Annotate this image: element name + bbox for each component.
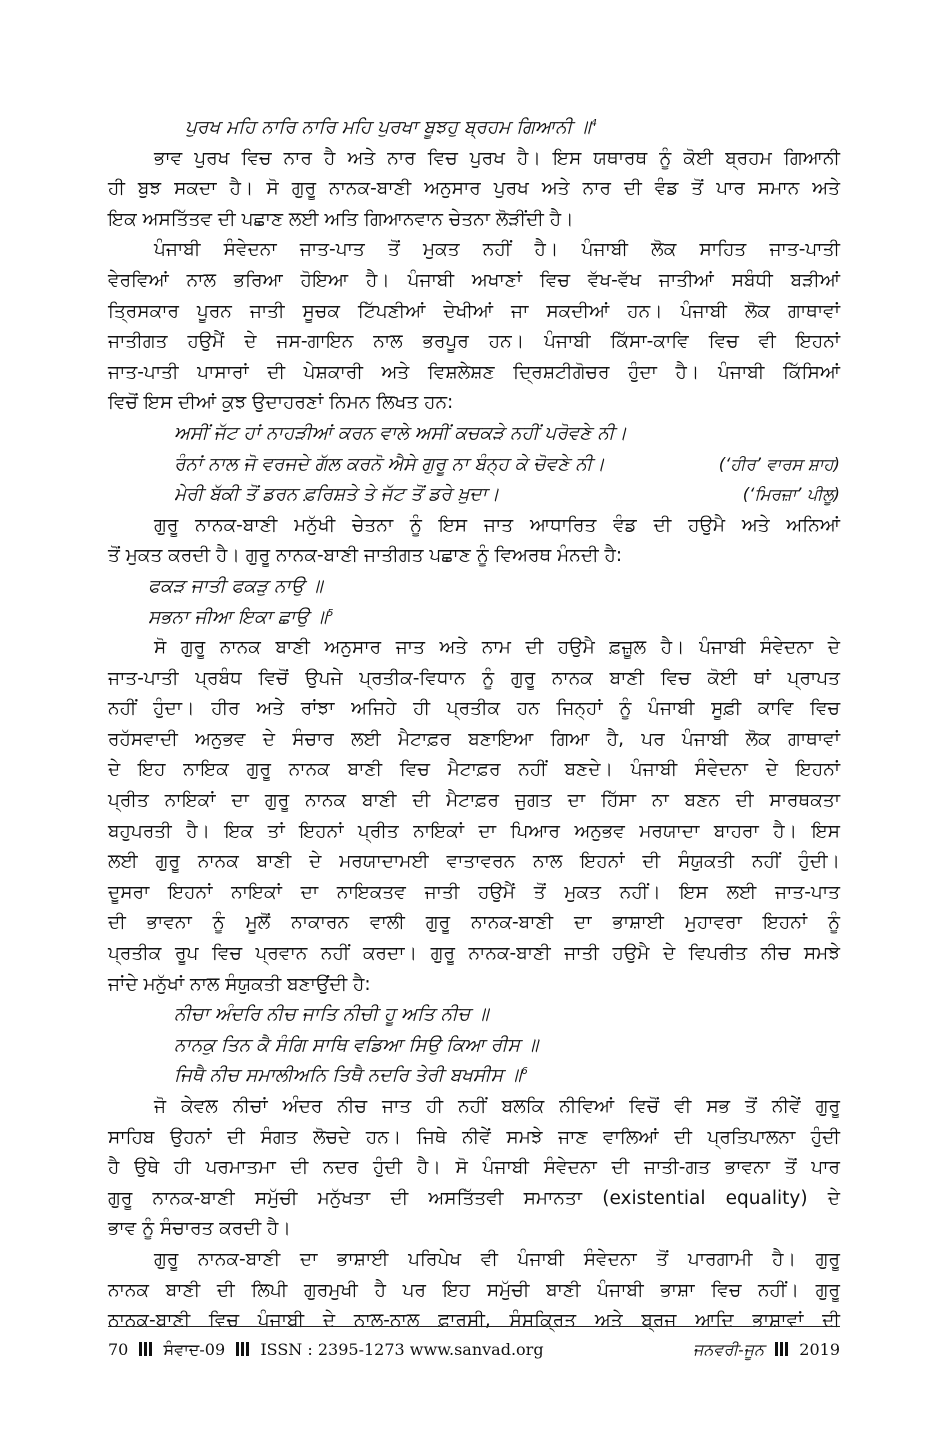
verse-citation: (‘ਮਿਰਜ਼ਾ’ ਪੀਲੂ) xyxy=(742,485,840,505)
paragraph-line: ਤੋਂ ਮੁਕਤ ਕਰਦੀ ਹੈ। ਗੁਰੂ ਨਾਨਕ-ਬਾਣੀ ਜਾਤੀਗਤ ਪਛਾਣ ਨੂੰ ਵਿਅਰਥ ਮੰਨਦੀ ਹੈ: xyxy=(108,545,623,567)
separator-bars-icon xyxy=(236,1342,249,1356)
paragraph-line: ਨਾਨਕ ਬਾਣੀ ਦੀ ਲਿਪੀ ਗੁਰਮੁਖੀ ਹੈ ਪਰ ਇਹ ਸਮੁੱਚੀ ਬਾਣੀ ਪੰਜਾਬੀ ਭਾਸ਼ਾ ਵਿਚ ਨਹੀਂ। ਗੁਰੂ xyxy=(108,1279,840,1301)
paragraph-line: ਸੋ ਗੁਰੂ ਨਾਨਕ ਬਾਣੀ ਅਨੁਸਾਰ ਜਾਤ ਅਤੇ ਨਾਮ ਦੀ ਹਉਮੈ ਫ਼ਜ਼ੂਲ ਹੈ। ਪੰਜਾਬੀ ਸੰਵੇਦਨਾ ਦੇ xyxy=(154,637,840,659)
paragraph-line: ਗੁਰੂ ਨਾਨਕ-ਬਾਣੀ ਦਾ ਭਾਸ਼ਾਈ ਪਰਿਪੇਖ ਵੀ ਪੰਜਾਬੀ ਸੰਵੇਦਨਾ ਤੋਂ ਪਾਰਗਾਮੀ ਹੈ। ਗੁਰੂ xyxy=(154,1248,840,1270)
paragraph-line: ਜਾਤ-ਪਾਤੀ ਪ੍ਰਬੰਧ ਵਿਚੋਂ ਉਪਜੇ ਪ੍ਰਤੀਕ-ਵਿਧਾਨ ਨੂੰ ਗੁਰੂ ਨਾਨਕ ਬਾਣੀ ਵਿਚ ਕੋਈ ਥਾਂ ਪ੍ਰਾਪਤ xyxy=(108,667,840,689)
paragraph-line: ਜਾਤੀਗਤ ਹਉਮੈਂ ਦੇ ਜਸ-ਗਾਇਨ ਨਾਲ ਭਰਪੂਰ ਹਨ। ਪੰਜਾਬੀ ਕਿੱਸਾ-ਕਾਵਿ ਵਿਚ ਵੀ ਇਹਨਾਂ xyxy=(108,331,840,353)
paragraph-line: ਪ੍ਰੀਤ ਨਾਇਕਾਂ ਦਾ ਗੁਰੂ ਨਾਨਕ ਬਾਣੀ ਦੀ ਮੈਟਾਫ਼ਰ ਜੁਗਤ ਦਾ ਹਿੱਸਾ ਨਾ ਬਣਨ ਦੀ ਸਾਰਥਕਤਾ xyxy=(108,790,840,812)
scripture-quote: ਸਭਨਾ ਜੀਆ ਇਕਾ ਛਾਉ ॥$^5$ xyxy=(148,606,334,628)
scripture-quote: ਫਕੜ ਜਾਤੀ ਫਕੜੁ ਨਾਉ ॥ xyxy=(148,575,323,597)
paragraph-line: ਗੁਰੂ ਨਾਨਕ-ਬਾਣੀ ਸਮੁੱਚੀ ਮਨੁੱਖਤਾ ਦੀ ਅਸਤਿੱਤਵੀ ਸਮਾਨਤਾ (existential equality) ਦੇ xyxy=(108,1187,840,1209)
paragraph-line: ਜੋ ਕੇਵਲ ਨੀਚਾਂ ਅੰਦਰ ਨੀਚ ਜਾਤ ਹੀ ਨਹੀਂ ਬਲਕਿ ਨੀਵਿਆਂ ਵਿਚੋਂ ਵੀ ਸਭ ਤੋਂ ਨੀਵੇਂ ਗੁਰੂ xyxy=(154,1096,840,1117)
paragraph-line: ਜਾਤ-ਪਾਤੀ ਪਾਸਾਰਾਂ ਦੀ ਪੇਸ਼ਕਾਰੀ ਅਤੇ ਵਿਸ਼ਲੇਸ਼ਣ ਦ੍ਰਿਸ਼ਟੀਗੋਚਰ ਹੁੰਦਾ ਹੈ। ਪੰਜਾਬੀ ਕਿੱਸਿਆਂ xyxy=(108,361,840,383)
footnote-marker: 6 xyxy=(521,1066,528,1078)
page-footer xyxy=(108,1338,840,1362)
paragraph-line: ਵਿਚੋਂ ਇਸ ਦੀਆਂ ਕੁਝ ਉਦਾਹਰਣਾਂ ਨਿਮਨ ਲਿਖਤ ਹਨ: xyxy=(108,392,454,414)
paragraph-line: ਸਾਹਿਬ ਉਹਨਾਂ ਦੀ ਸੰਗਤ ਲੋਚਦੇ ਹਨ। ਜਿਥੇ ਨੀਵੇਂ ਸਮਝੇ ਜਾਣ ਵਾਲਿਆਂ ਦੀ ਪ੍ਰਤਿਪਾਲਨਾ ਹੁੰਦੀ xyxy=(108,1126,840,1148)
verse-line: ਮੇਰੀ ਬੱਕੀ ਤੋਂ ਡਰਨ ਫ਼ਰਿਸ਼ਤੇ ਤੇ ਜੱਟ ਤੋਂ ਡਰੇ ਖ਼ੁਦਾ। (‘ਮਿਰਜ਼ਾ’ ਪੀਲੂ) xyxy=(108,480,840,511)
separator-bars-icon xyxy=(775,1342,788,1356)
footer-left xyxy=(108,1338,544,1362)
footer-right xyxy=(693,1338,840,1362)
footnote-marker: 5 xyxy=(327,607,334,619)
issue-year: 2019 xyxy=(799,1340,840,1359)
issue-period: ਜਨਵਰੀ-ਜੂਨ xyxy=(693,1340,765,1359)
paragraph-line: ਵੇਰਵਿਆਂ ਨਾਲ ਭਰਿਆ ਹੋਇਆ ਹੈ। ਪੰਜਾਬੀ ਅਖਾਣਾਂ ਵਿਚ ਵੱਖ-ਵੱਖ ਜਾਤੀਆਂ ਸਬੰਧੀ ਬੜੀਆਂ xyxy=(108,269,840,291)
paragraph-line: ਹੈ ਉਥੇ ਹੀ ਪਰਮਾਤਮਾ ਦੀ ਨਦਰ ਹੁੰਦੀ ਹੈ। ਸੋ ਪੰਜਾਬੀ ਸੰਵੇਦਨਾ ਦੀ ਜਾਤੀ-ਗਤ ਭਾਵਨਾ ਤੋਂ ਪਾਰ xyxy=(108,1157,840,1179)
paragraph-line: ਦੂਸਰਾ ਇਹਨਾਂ ਨਾਇਕਾਂ ਦਾ ਨਾਇਕਤਵ ਜਾਤੀ ਹਉਮੈਂ ਤੋਂ ਮੁਕਤ ਨਹੀਂ। ਇਸ ਲਈ ਜਾਤ-ਪਾਤ xyxy=(108,881,840,903)
paragraph-line: ਇਕ ਅਸਤਿੱਤਵ ਦੀ ਪਛਾਣ ਲਈ ਅਤਿ ਗਿਆਨਵਾਨ ਚੇਤਨਾ ਲੋੜੀਂਦੀ ਹੈ। xyxy=(108,208,574,230)
paragraph-line: ਜਾਂਦੇ ਮਨੁੱਖਾਂ ਨਾਲ ਸੰਯੁਕਤੀ ਬਣਾਉਂਦੀ ਹੈ: xyxy=(108,973,371,995)
paragraph-line: ਰਹੱਸਵਾਦੀ ਅਨੁਭਵ ਦੇ ਸੰਚਾਰ ਲਈ ਮੈਟਾਫ਼ਰ ਬਣਾਇਆ ਗਿਆ ਹੈ, ਪਰ ਪੰਜਾਬੀ ਲੋਕ ਗਾਥਾਵਾਂ xyxy=(108,728,840,750)
paragraph-line: ਪ੍ਰਤੀਕ ਰੂਪ ਵਿਚ ਪ੍ਰਵਾਨ ਨਹੀਂ ਕਰਦਾ। ਗੁਰੂ ਨਾਨਕ-ਬਾਣੀ ਜਾਤੀ ਹਉਮੈ ਦੇ ਵਿਪਰੀਤ ਨੀਚ ਸਮਝੇ xyxy=(108,943,840,965)
paragraph-line: ਨਾਨਕ-ਬਾਣੀ ਵਿਚ ਪੰਜਾਬੀ ਦੇ ਨਾਲ-ਨਾਲ ਫ਼ਾਰਸੀ, ਸੰਸਕ੍ਰਿਤ ਅਤੇ ਬ੍ਰਜ ਆਦਿ ਭਾਸ਼ਾਵਾਂ ਦੀ xyxy=(108,1310,840,1332)
scripture-quote: ਜਿਥੈ ਨੀਚ ਸਮਾਲੀਅਨਿ ਤਿਥੈ ਨਦਰਿ ਤੇਰੀ ਬਖਸੀਸ ॥$^6$ xyxy=(174,1065,528,1087)
paragraph-line: ਭਾਵ ਨੂੰ ਸੰਚਾਰਤ ਕਰਦੀ ਹੈ। xyxy=(108,1218,291,1240)
paragraph-line: ਦੇ ਇਹ ਨਾਇਕ ਗੁਰੂ ਨਾਨਕ ਬਾਣੀ ਵਿਚ ਮੈਟਾਫ਼ਰ ਨਹੀਂ ਬਣਦੇ। ਪੰਜਾਬੀ ਸੰਵੇਦਨਾ ਦੇ ਇਹਨਾਂ xyxy=(108,759,840,781)
paragraph-line: ਗੁਰੂ ਨਾਨਕ-ਬਾਣੀ ਮਨੁੱਖੀ ਚੇਤਨਾ ਨੂੰ ਇਸ ਜਾਤ ਆਧਾਰਿਤ ਵੰਡ ਦੀ ਹਉਮੈ ਅਤੇ ਅਨਿਆਂ xyxy=(154,514,840,536)
paragraph-line: ਪੰਜਾਬੀ ਸੰਵੇਦਨਾ ਜਾਤ-ਪਾਤ ਤੋਂ ਮੁਕਤ ਨਹੀਂ ਹੈ। ਪੰਜਾਬੀ ਲੋਕ ਸਾਹਿਤ ਜਾਤ-ਪਾਤੀ xyxy=(154,239,840,261)
paragraph-line: ਭਾਵ ਪੁਰਖ ਵਿਚ ਨਾਰ ਹੈ ਅਤੇ ਨਾਰ ਵਿਚ ਪੁਰਖ ਹੈ। ਇਸ ਯਥਾਰਥ ਨੂੰ ਕੋਈ ਬ੍ਰਹਮ ਗਿਆਨੀ xyxy=(154,147,840,169)
paragraph-line: ਦੀ ਭਾਵਨਾ ਨੂੰ ਮੂਲੋਂ ਨਾਕਾਰਨ ਵਾਲੀ ਗੁਰੂ ਨਾਨਕ-ਬਾਣੀ ਦਾ ਭਾਸ਼ਾਈ ਮੁਹਾਵਰਾ ਇਹਨਾਂ ਨੂੰ xyxy=(108,912,840,934)
paragraph-line: ਤ੍ਰਿਸਕਾਰ ਪੂਰਨ ਜਾਤੀ ਸੂਚਕ ਟਿੱਪਣੀਆਂ ਦੇਖੀਆਂ ਜਾ ਸਕਦੀਆਂ ਹਨ। ਪੰਜਾਬੀ ਲੋਕ ਗਾਥਾਵਾਂ xyxy=(108,300,840,322)
paragraph-line: ਬਹੁਪਰਤੀ ਹੈ। ਇਕ ਤਾਂ ਇਹਨਾਂ ਪ੍ਰੀਤ ਨਾਇਕਾਂ ਦਾ ਪਿਆਰ ਅਨੁਭਵ ਮਰਯਾਦਾ ਬਾਹਰਾ ਹੈ। ਇਸ xyxy=(108,820,840,842)
separator-bars-icon xyxy=(139,1342,152,1356)
journal-name: ਸੰਵਾਦ-09 xyxy=(163,1340,226,1359)
scripture-quote: ਨੀਚਾ ਅੰਦਰਿ ਨੀਚ ਜਾਤਿ ਨੀਚੀ ਹੂ ਅਤਿ ਨੀਚ ॥ xyxy=(174,1004,489,1026)
paragraph-line: ਲਈ ਗੁਰੂ ਨਾਨਕ ਬਾਣੀ ਦੇ ਮਰਯਾਦਾਮਈ ਵਾਤਾਵਰਨ ਨਾਲ ਇਹਨਾਂ ਦੀ ਸੰਯੁਕਤੀ ਨਹੀਂ ਹੁੰਦੀ। xyxy=(108,851,840,873)
scripture-quote: ਨਾਨਕੁ ਤਿਨ ਕੈ ਸੰਗਿ ਸਾਥਿ ਵਡਿਆ ਸਿਉ ਕਿਆ ਰੀਸ ॥ xyxy=(174,1034,539,1056)
issn-website: ISSN : 2395-1273 www.sanvad.org xyxy=(260,1340,544,1359)
scripture-quote: ਪੁਰਖ ਮਹਿ ਨਾਰਿ ਨਾਰਿ ਮਹਿ ਪੁਰਖਾ ਬੂਝਹੁ ਬ੍ਰਹਮ ਗਿਆਨੀ ॥$^4$ xyxy=(185,117,598,138)
paragraph-line: ਨਹੀਂ ਹੁੰਦਾ। ਹੀਰ ਅਤੇ ਰਾਂਝਾ ਅਜਿਹੇ ਹੀ ਪ੍ਰਤੀਕ ਹਨ ਜਿਨ੍ਹਾਂ ਨੂੰ ਪੰਜਾਬੀ ਸੂਫ਼ੀ ਕਾਵਿ ਵਿਚ xyxy=(108,698,840,720)
article-body xyxy=(108,113,840,1337)
page-number: 70 xyxy=(108,1340,129,1359)
verse-citation: (‘ਹੀਰ’ ਵਾਰਸ ਸ਼ਾਹ) xyxy=(718,454,840,474)
verse-line: ਅਸੀਂ ਜੱਟ ਹਾਂ ਨਾਹੜੀਆਂ ਕਰਨ ਵਾਲੇ ਅਸੀਂ ਕਚਕੜੇ ਨਹੀਂ ਪਰੋਵਣੇ ਨੀ। xyxy=(174,422,627,444)
verse-line: ਰੰਨਾਂ ਨਾਲ ਜੋ ਵਰਜਦੇ ਗੱਲ ਕਰਨੋ ਐਸੇ ਗੁਰੂ ਨਾ ਬੰਨ੍ਹ ਕੇ ਚੋਵਣੇ ਨੀ। (‘ਹੀਰ’ ਵਾਰਸ ਸ਼ਾਹ) xyxy=(108,450,840,481)
paragraph-line: ਹੀ ਬੁਝ ਸਕਦਾ ਹੈ। ਸੋ ਗੁਰੂ ਨਾਨਕ-ਬਾਣੀ ਅਨੁਸਾਰ ਪੁਰਖ ਅਤੇ ਨਾਰ ਦੀ ਵੰਡ ਤੋਂ ਪਾਰ ਸਮਾਨ ਅਤੇ xyxy=(108,178,840,200)
footer-divider xyxy=(108,1326,840,1327)
footnote-marker: 4 xyxy=(590,117,598,129)
